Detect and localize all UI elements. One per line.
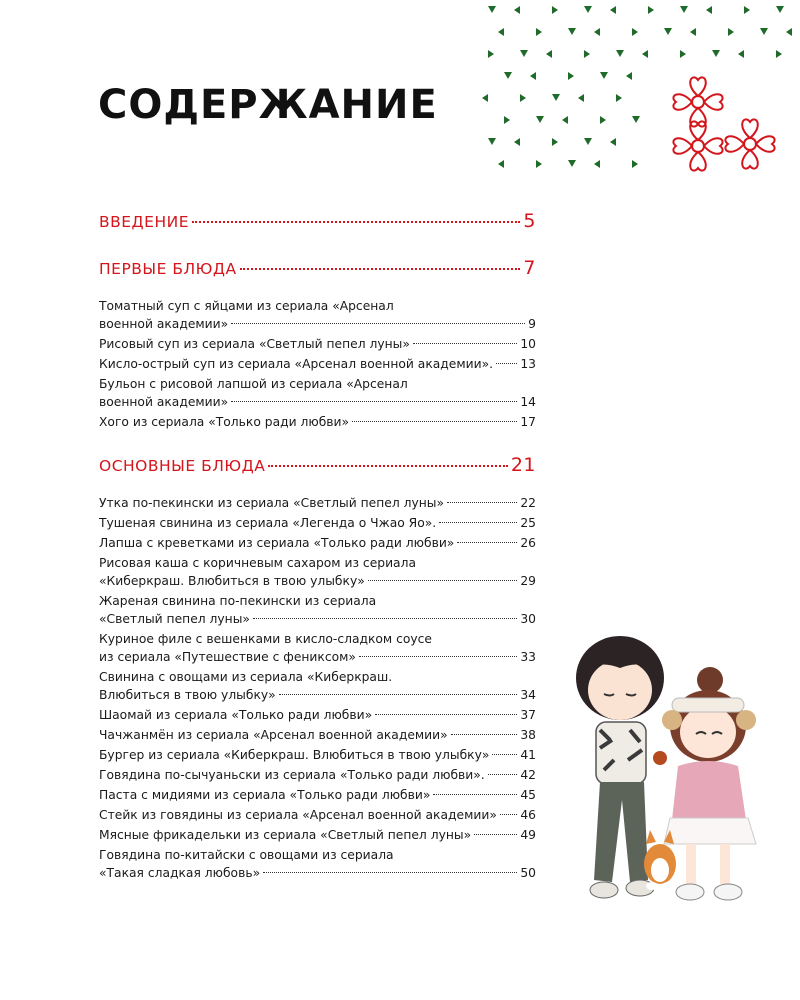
entry-title-line: Говядина по-сычуаньски из сериала «Только ради любви». <box>99 768 485 782</box>
triangle-decoration <box>648 6 654 14</box>
toc-entry[interactable] <box>99 592 536 628</box>
dot-leader <box>240 268 521 270</box>
triangle-decoration <box>600 116 606 124</box>
dot-leader <box>253 618 517 619</box>
toc-entry[interactable] <box>99 726 536 744</box>
triangle-decoration <box>610 138 616 146</box>
dot-leader <box>433 794 517 795</box>
dot-leader <box>488 774 518 775</box>
entry-page-number: 34 <box>520 688 536 702</box>
entry-title-line: Лапша с креветками из сериала «Только ради любви» <box>99 536 455 550</box>
triangle-decoration <box>680 6 688 13</box>
entry-title-line: Паста с мидиями из сериала «Только ради любви» <box>99 788 431 802</box>
toc-entry[interactable] <box>99 413 536 431</box>
triangle-decoration <box>626 72 632 80</box>
toc-entry[interactable] <box>99 706 536 724</box>
entry-title-line: «Киберкраш. Влюбиться в твою улыбку» <box>99 574 365 588</box>
triangle-decoration <box>760 28 768 35</box>
triangle-decoration <box>520 50 528 57</box>
entry-page-number: 17 <box>520 415 536 429</box>
entry-title-line: Шаомай из сериала «Только ради любви» <box>99 708 373 722</box>
dot-leader <box>263 872 517 873</box>
entry-title-line: из сериала «Путешествие с фениксом» <box>99 650 356 664</box>
triangle-decoration <box>744 6 750 14</box>
entry-title-line: Рисовый суп из сериала «Светлый пепел луны» <box>99 337 410 351</box>
triangle-decoration <box>488 50 494 58</box>
dot-leader <box>359 656 517 657</box>
section-title: ПЕРВЫЕ БЛЮДА <box>99 260 237 278</box>
triangle-decoration <box>610 6 616 14</box>
triangle-decoration <box>738 50 744 58</box>
triangle-decoration <box>514 138 520 146</box>
dot-leader <box>192 221 520 223</box>
triangle-decoration <box>546 50 552 58</box>
dot-leader <box>496 363 517 364</box>
triangle-decoration <box>536 28 542 36</box>
section-page-number: 21 <box>510 454 536 476</box>
dot-leader <box>352 421 517 422</box>
section-page-number: 7 <box>523 257 536 279</box>
entry-title-line: военной академии» <box>99 317 229 331</box>
dot-leader <box>268 465 508 467</box>
triangle-decoration <box>530 72 536 80</box>
toc-entry[interactable] <box>99 746 536 764</box>
toc-entry[interactable] <box>99 826 536 844</box>
dot-leader <box>368 580 518 581</box>
triangle-decoration <box>514 6 520 14</box>
triangle-decoration <box>504 116 510 124</box>
entry-title-line: Жареная свинина по-пекински из сериала <box>99 594 377 608</box>
dot-leader <box>375 714 517 715</box>
section-page-number: 5 <box>523 210 536 232</box>
chibi-couple-illustration <box>560 630 780 920</box>
entry-title-line: Бульон с рисовой лапшой из сериала «Арсенал <box>99 377 408 391</box>
toc-entry[interactable] <box>99 534 536 552</box>
entry-page-number: 10 <box>520 337 536 351</box>
entry-title-line: Бургер из сериала «Киберкраш. Влюбиться в твою улыбку» <box>99 748 490 762</box>
triangle-decoration <box>536 160 542 168</box>
page-title: СОДЕРЖАНИЕ <box>98 82 438 128</box>
entry-page-number: 38 <box>520 728 536 742</box>
triangle-decoration <box>578 94 584 102</box>
entry-title-line: Рисовая каша с коричневым сахаром из сериала <box>99 556 416 570</box>
entry-title-line: Мясные фрикадельки из сериала «Светлый пепел луны» <box>99 828 472 842</box>
triangle-decoration <box>584 50 590 58</box>
dot-leader <box>451 734 518 735</box>
dot-leader <box>457 542 517 543</box>
dot-leader <box>439 522 517 523</box>
triangle-decoration <box>632 160 638 168</box>
entry-page-number: 25 <box>520 516 536 530</box>
table-of-contents <box>99 210 536 886</box>
entry-page-number: 33 <box>520 650 536 664</box>
entry-title-line: Чачжанмён из сериала «Арсенал военной академии» <box>99 728 448 742</box>
triangle-decoration <box>664 28 672 35</box>
triangle-decoration <box>690 28 696 36</box>
entry-title-line: Утка по-пекински из сериала «Светлый пепел луны» <box>99 496 445 510</box>
triangle-decoration <box>632 116 640 123</box>
toc-entry[interactable] <box>99 375 536 411</box>
entry-page-number: 46 <box>520 808 536 822</box>
entry-page-number: 37 <box>520 708 536 722</box>
triangle-decoration <box>488 138 496 145</box>
entry-page-number: 50 <box>520 866 536 880</box>
entry-title-line: «Светлый пепел луны» <box>99 612 250 626</box>
triangle-decoration <box>568 160 576 167</box>
triangle-decoration <box>632 28 638 36</box>
entry-title-line: Влюбиться в твою улыбку» <box>99 688 276 702</box>
entry-title-line: Кисло-острый суп из сериала «Арсенал военной академии». <box>99 357 494 371</box>
triangle-decoration <box>552 138 558 146</box>
triangle-decoration <box>568 72 574 80</box>
toc-entry[interactable] <box>99 668 536 704</box>
toc-entry[interactable] <box>99 766 536 784</box>
entry-title-line: военной академии» <box>99 395 229 409</box>
entry-page-number: 30 <box>520 612 536 626</box>
entry-page-number: 14 <box>520 395 536 409</box>
dot-leader <box>492 754 517 755</box>
triangle-decoration <box>728 28 734 36</box>
triangle-decoration <box>706 6 712 14</box>
entry-title-line: Свинина с овощами из сериала «Киберкраш. <box>99 670 393 684</box>
triangle-decoration <box>504 72 512 79</box>
triangle-decoration <box>594 28 600 36</box>
triangle-decoration <box>552 6 558 14</box>
triangle-decoration <box>776 50 782 58</box>
toc-entry[interactable] <box>99 335 536 353</box>
dot-leader <box>279 694 518 695</box>
toc-entry[interactable] <box>99 297 536 333</box>
triangle-decoration <box>616 50 624 57</box>
toc-entry[interactable] <box>99 355 536 373</box>
triangle-decoration <box>642 50 648 58</box>
entry-page-number: 22 <box>520 496 536 510</box>
toc-entry[interactable] <box>99 806 536 824</box>
toc-entry[interactable] <box>99 494 536 512</box>
entry-title-line: Хого из сериала «Только ради любви» <box>99 415 350 429</box>
entry-page-number: 9 <box>528 317 536 331</box>
entry-page-number: 29 <box>520 574 536 588</box>
toc-entry[interactable] <box>99 786 536 804</box>
triangle-decoration <box>498 160 504 168</box>
triangle-decoration <box>482 94 488 102</box>
triangle-decoration <box>616 94 622 102</box>
triangle-decoration <box>488 6 496 13</box>
entry-title-line: Томатный суп с яйцами из сериала «Арсенал <box>99 299 394 313</box>
entry-page-number: 45 <box>520 788 536 802</box>
toc-section-heading[interactable] <box>99 454 536 482</box>
toc-entry[interactable] <box>99 554 536 590</box>
entry-title-line: «Такая сладкая любовь» <box>99 866 261 880</box>
triangle-decoration <box>584 138 592 145</box>
entry-page-number: 13 <box>520 357 536 371</box>
triangle-decoration <box>584 6 592 13</box>
dot-leader <box>447 502 517 503</box>
triangle-decoration <box>600 72 608 79</box>
dot-leader <box>231 323 525 324</box>
flower-pattern-decoration <box>470 0 800 200</box>
dot-leader <box>474 834 517 835</box>
section-title: ВВЕДЕНИЕ <box>99 213 190 231</box>
dot-leader <box>413 343 517 344</box>
toc-section-heading[interactable] <box>99 257 536 285</box>
entry-page-number: 41 <box>520 748 536 762</box>
triangle-decoration <box>594 160 600 168</box>
triangle-decoration <box>536 116 544 123</box>
toc-entry[interactable] <box>99 630 536 666</box>
triangle-decoration <box>568 28 576 35</box>
entry-title-line: Стейк из говядины из сериала «Арсенал военной академии» <box>99 808 497 822</box>
triangle-decoration <box>562 116 568 124</box>
dot-leader <box>500 814 517 815</box>
entry-title-line: Говядина по-китайски с овощами из сериала <box>99 848 394 862</box>
triangle-decoration <box>498 28 504 36</box>
triangle-decoration <box>786 28 792 36</box>
entry-page-number: 26 <box>520 536 536 550</box>
triangle-decoration <box>552 94 560 101</box>
entry-page-number: 42 <box>520 768 536 782</box>
entry-title-line: Тушеная свинина из сериала «Легенда о Чжао Яо». <box>99 516 437 530</box>
dot-leader <box>231 401 517 402</box>
triangle-decoration <box>776 6 784 13</box>
toc-entry[interactable] <box>99 514 536 532</box>
section-title: ОСНОВНЫЕ БЛЮДА <box>99 457 266 475</box>
entry-page-number: 49 <box>520 828 536 842</box>
entry-title-line: Куриное филе с вешенками в кисло-сладком соусе <box>99 632 433 646</box>
triangle-decoration <box>712 50 720 57</box>
triangle-decoration <box>680 50 686 58</box>
triangle-decoration <box>520 94 526 102</box>
toc-section-heading[interactable] <box>99 210 536 238</box>
toc-entry[interactable] <box>99 846 536 882</box>
